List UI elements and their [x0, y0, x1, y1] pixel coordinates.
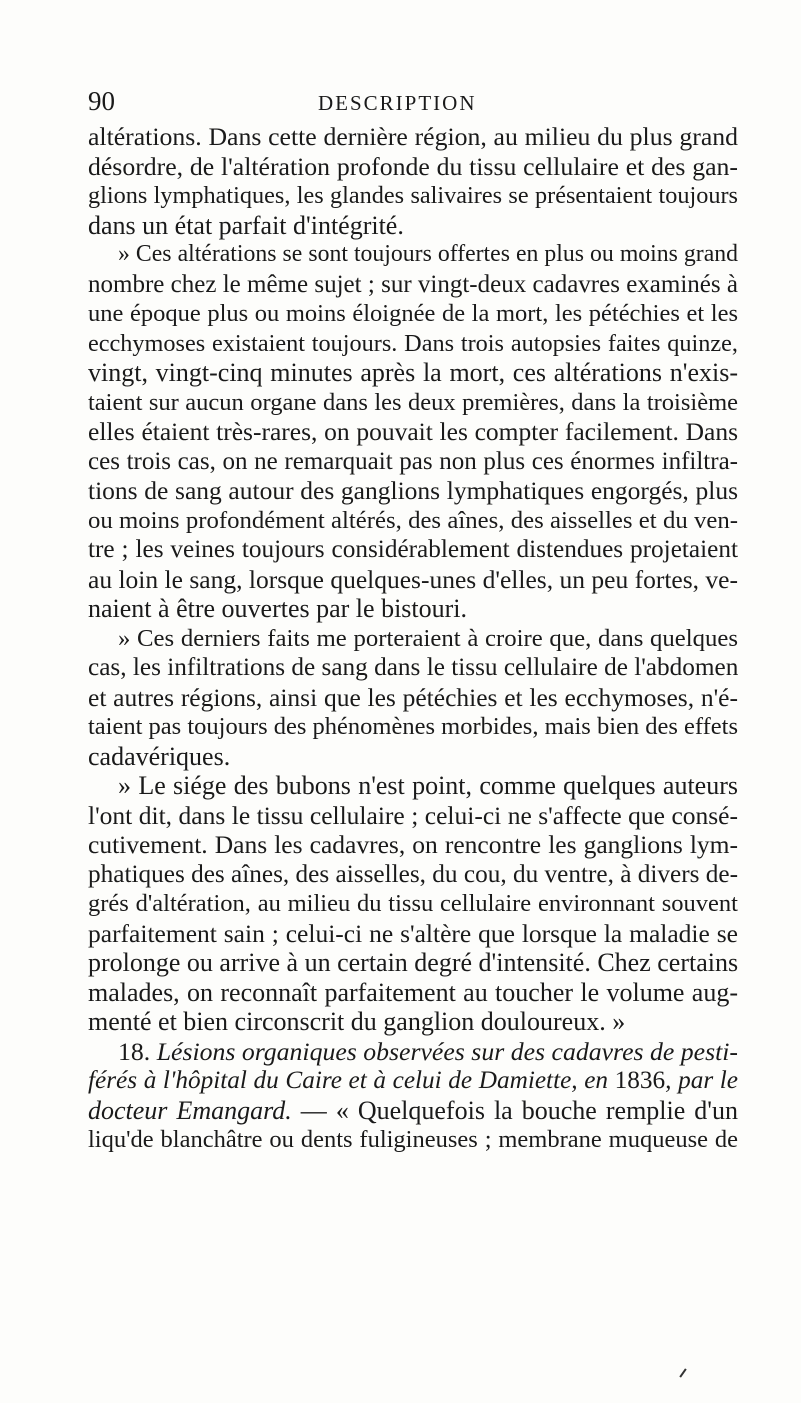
text-line: désordre, de l'altération profonde du tissu cellulaire et des gan-: [88, 151, 738, 181]
text-line: ces trois cas, on ne remarquait pas non plus ces énormes infiltra-: [88, 447, 738, 475]
section-year: 1836: [614, 1066, 666, 1094]
text-line: » Ces derniers faits me porteraient à croire que, dans quelques: [118, 624, 738, 652]
text-line: phatiques des aînes, des aisselles, du cou, du ventre, à divers de-: [88, 859, 739, 888]
text-line: parfaitement sain ; celui-ci ne s'altère que lorsque la maladie se: [88, 918, 738, 948]
text-line: grés d'altération, au milieu du tissu cellulaire environnant souvent: [88, 890, 738, 917]
section-author: docteur Emangard.: [88, 1095, 292, 1125]
section-number: 18.: [118, 1036, 151, 1066]
section-title-line: [88, 1066, 738, 1096]
text-line: tions de sang autour des ganglions lymphatiques engorgés, plus: [88, 476, 738, 505]
text-line: cutivement. Dans les cadavres, on rencontre les ganglions lym-: [88, 830, 738, 859]
quote-start: — « Quelquefois la bouche remplie d'un: [291, 1095, 738, 1125]
text-line: au loin le sang, lorsque quelques-unes d'elles, un peu fortes, ve-: [88, 564, 738, 594]
text-line: liqu'de blanchâtre ou dents fuligineuses ; membrane muqueuse de: [88, 1126, 738, 1153]
text-line: naient à être ouvertes par le bistouri.: [88, 594, 468, 623]
page-header: [0, 86, 801, 116]
text-line: elles étaient très-rares, on pouvait les compter facilement. Dans: [88, 417, 738, 446]
section-title-line: [88, 1037, 738, 1067]
text-line: malades, on reconnaît parfaitement au toucher le volume aug-: [88, 977, 738, 1007]
text-line: vingt, vingt-cinq minutes après la mort, ces altérations n'exis-: [88, 358, 738, 387]
section-title-cont: férés à l'hôpital du Caire et à celui de Damiette, en: [88, 1066, 609, 1094]
margin-mark: [679, 1368, 686, 1377]
text-line: cas, les infiltrations de sang dans le tissu cellulaire de l'abdomen: [88, 653, 739, 681]
text-line: taient sur aucun organe dans les deux premières, dans la troisième: [88, 388, 738, 416]
text-line: une époque plus ou moins éloignée de la mort, les pétéchies et les: [88, 300, 738, 327]
text-line: tre ; les veines toujours considérablement distendues projetaient: [88, 535, 738, 563]
text-line: taient pas toujours des phénomènes morbides, mais bien des effets: [88, 713, 739, 740]
text-line: ou moins profondément altérés, des aînes, des aisselles et du ven-: [88, 506, 738, 534]
running-head: DESCRIPTION: [318, 91, 477, 115]
page-number: 90: [88, 86, 115, 116]
text-line: altérations. Dans cette dernière région, au milieu du plus grand: [88, 122, 738, 151]
text-line: dans un état parfait d'intégrité.: [88, 210, 404, 240]
text-line: menté et bien circonscrit du ganglion douloureux. »: [88, 1007, 626, 1036]
section-title-line: [88, 1096, 738, 1126]
text-line: et autres régions, ainsi que les pétéchies et les ecchymoses, n'é-: [88, 682, 738, 712]
section-title: Lésions organiques observées sur des cadavres de pesti-: [156, 1036, 739, 1066]
text-line: prolonge ou arrive à un certain degré d'intensité. Chez certains: [88, 948, 739, 977]
paragraph-4: [88, 771, 738, 1037]
text-line: nombre chez le même sujet ; sur vingt-deux cadavres examinés à: [88, 270, 738, 298]
text-line: l'ont dit, dans le tissu cellulaire ; celui-ci ne s'affecte que consé-: [88, 800, 738, 830]
paragraph-1: [88, 122, 738, 240]
text-line: glions lymphatiques, les glandes salivaires se présentaient toujours: [88, 182, 738, 209]
paragraph-2: [88, 240, 738, 624]
text-line: cadavériques.: [88, 741, 231, 771]
body-text: [88, 122, 738, 1155]
section-18: [88, 1037, 738, 1155]
section-title-cont: , par le: [665, 1066, 738, 1094]
paragraph-3: [88, 624, 738, 772]
text-line: ecchymoses existaient toujours. Dans trois autopsies faites quinze,: [88, 329, 738, 357]
text-line: » Le siége des bubons n'est point, comme quelques auteurs: [118, 771, 738, 800]
text-line: » Ces altérations se sont toujours offertes en plus ou moins grand: [118, 241, 738, 267]
